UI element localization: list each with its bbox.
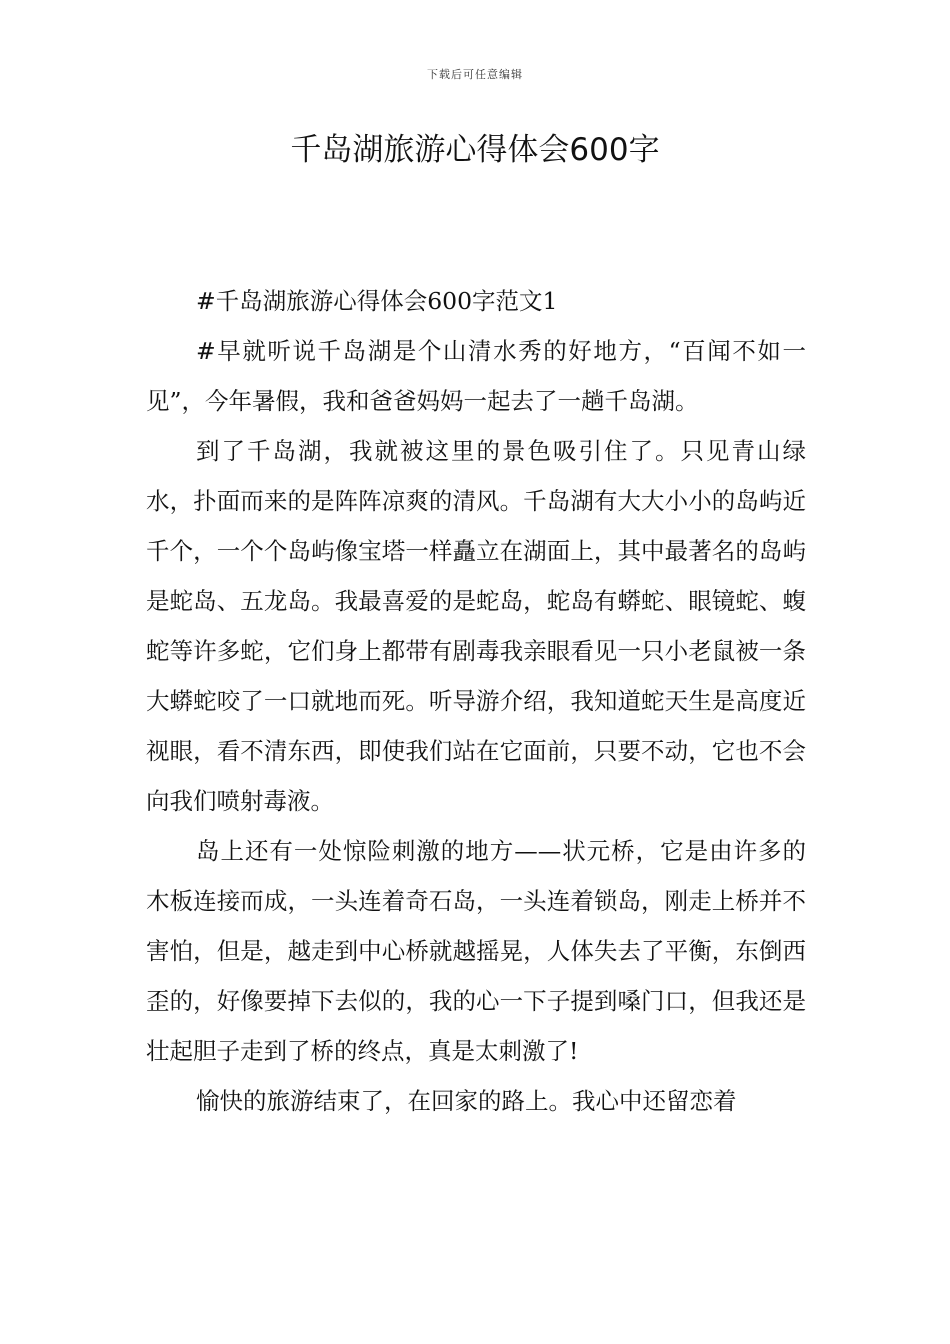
document-body (146, 276, 806, 1126)
header-note: 下载后可任意编辑 (427, 68, 523, 81)
paragraph: #早就听说千岛湖是个山清水秀的好地方，“百闻不如一见”，今年暑假，我和爸爸妈妈一起去了一趟千岛湖。 (146, 337, 806, 415)
paragraph: 愉快的旅游结束了，在回家的路上。我心中还留恋着 (196, 1087, 737, 1115)
document-title: 千岛湖旅游心得体会600字 (290, 132, 660, 168)
paragraph: 岛上还有一处惊险刺激的地方——状元桥，它是由许多的木板连接而成，一头连着奇石岛，一头连着锁岛，刚走上桥并不害怕，但是，越走到中心桥就越摇晃，人体失去了平衡，东倒西歪的，好像要掉下去似的，我的心一下子提到嗓门口，但我还是壮起胆子走到了桥的终点，真是太刺激了! (146, 837, 806, 1065)
paragraph-heading: #千岛湖旅游心得体会600字范文1 (196, 287, 558, 315)
paragraph: 到了千岛湖，我就被这里的景色吸引住了。只见青山绿水，扑面而来的是阵阵凉爽的清风。千岛湖有大大小小的岛屿近千个，一个个岛屿像宝塔一样矗立在湖面上，其中最著名的岛屿是蛇岛、五龙岛。我最喜爱的是蛇岛，蛇岛有蟒蛇、眼镜蛇、蝮蛇等许多蛇，它们身上都带有剧毒我亲眼看见一只小老鼠被一条大蟒蛇咬了一口就地而死。听导游介绍，我知道蛇天生是高度近视眼，看不清东西，即使我们站在它面前，只要不动，它也不会向我们喷射毒液。 (146, 437, 806, 815)
